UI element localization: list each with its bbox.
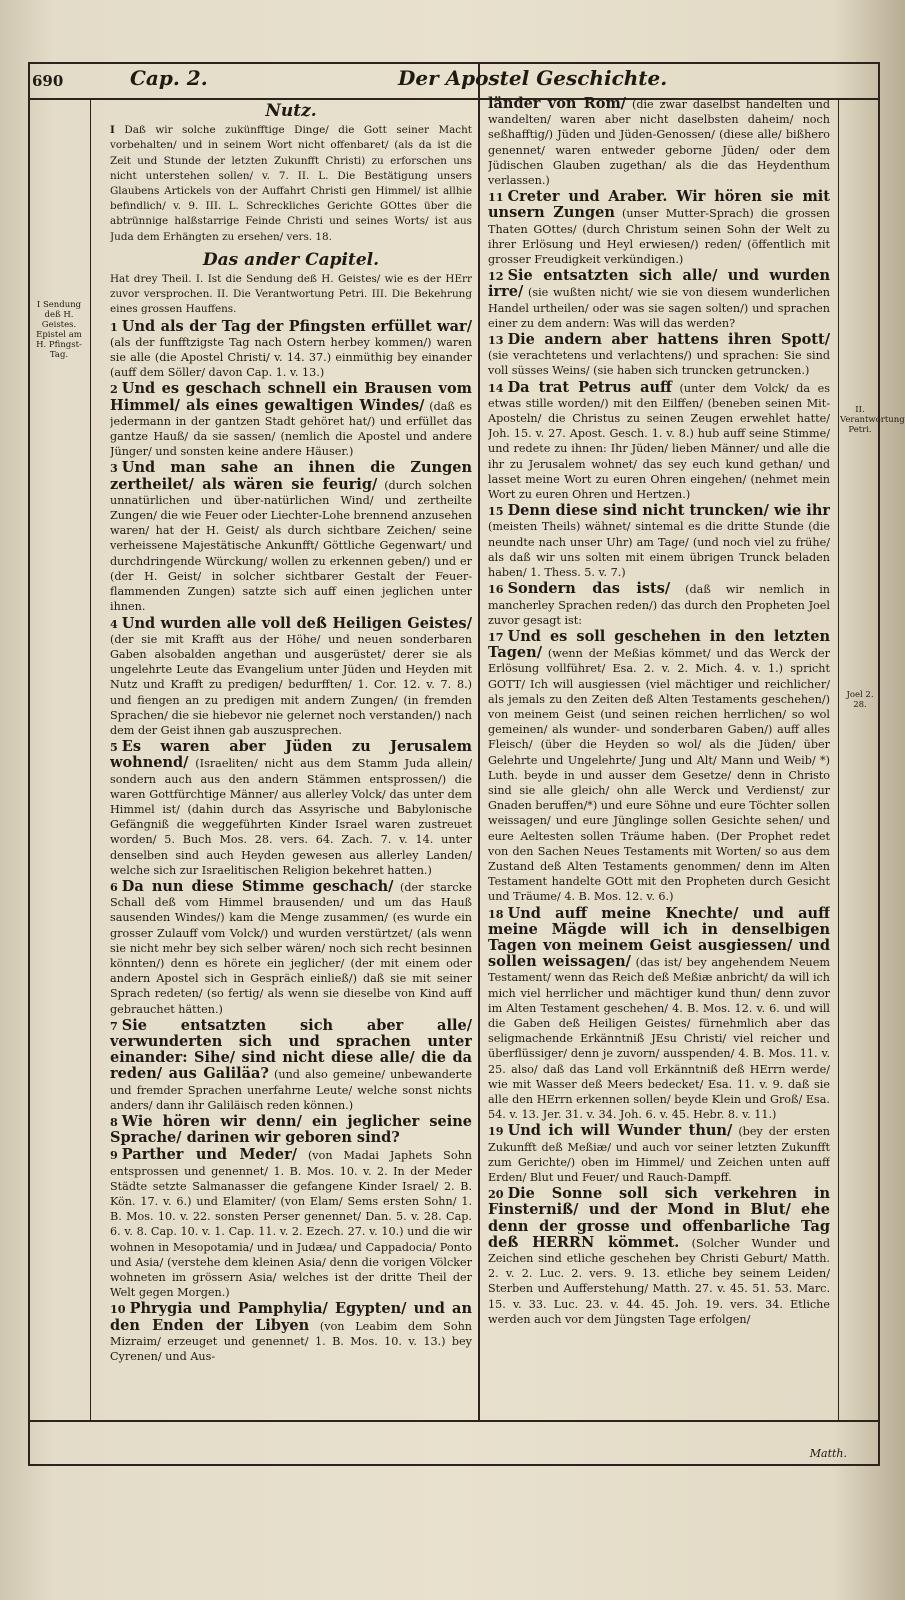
verse-text: Es waren aber Jüden zu Jerusalem wohnend/ <box>110 738 472 772</box>
verse-paragraph <box>110 319 472 381</box>
column-divider <box>478 62 480 1420</box>
verse-number: 11 <box>488 190 504 205</box>
verse-number: 9 <box>110 1148 118 1163</box>
verse-text: Und auff meine Knechte/ und auff meine Mägde will ich in denselbigen Tagen von meinem Geist ausgiessen/ und sollen weissagen/ <box>488 904 830 971</box>
chapter-heading: Das ander Capitel. <box>202 249 380 270</box>
verse-gloss: (unter dem Volck/ da es etwas stille worden/) mit den Eilffen/ (beneben seinen Mit-Aposteln/ die Christus zu seinen Zeugen erwehlet hatte/ Joh. 15. v. 27. Apost. Gesch. 1. v. 8.) hub auff seine Stimme/ und redete zu ihnen: Ihr Jüden/ lieben Männer/ und alle die ihr zu Jerusalem wohnet/ das sey euch kund gethan/ und lasset meine Wort zu euren Ohren eingehen/ (nehmet mein Wort zu euren Ohren und Hertzen.) <box>488 381 830 502</box>
nutz-body: Daß wir solche zukünfftige Dinge/ die Gott seiner Macht vorbehalten/ und in seinem Wort nicht offenbaret/ (als da ist die Zeit und Stunde der letzten Zukunfft Christi) zu erforschen uns nicht unterstehen sollen/ v. 7. II. L. Die Bestätigung unsers Glaubens Artickels von der Auffahrt Christi gen Himmel/ ist allhie befindlich/ v. 9. III. L. Schreckliches Gerichte GOttes über die abtrünnige halßstarrige Feinde Christi und seines Worts/ ist aus Juda dem Erhängten zu ersehen/ vers. 18. <box>110 124 472 243</box>
verse-paragraph <box>110 1114 472 1146</box>
verse-text: Sondern das ists/ <box>507 580 671 598</box>
verse-number: 19 <box>488 1124 504 1139</box>
page-number: 690 <box>32 72 64 90</box>
verse-text: Denn diese sind nicht truncken/ wie ihr <box>507 502 830 520</box>
verse-paragraph <box>488 906 830 1123</box>
verse-text: Da nun diese Stimme geschach/ <box>121 877 394 895</box>
verse-paragraph <box>110 616 472 739</box>
verse-paragraph <box>488 629 830 905</box>
margin-note-sendung: I Sendung deß H. Geistes. Epistel am H. Pfingst-Tag. <box>36 300 82 360</box>
verse-text: Die andern aber hattens ihren Spott/ <box>507 331 830 349</box>
left-margin-rule <box>90 98 91 1420</box>
verse-number: 5 <box>110 740 118 755</box>
verse-gloss: (daß wir nemlich in mancherley Sprachen reden/) das durch den Propheten Joel zuvor gesagt ist: <box>488 583 830 627</box>
nutz-heading: Nutz. <box>265 102 317 121</box>
verse-text: Und es geschach schnell ein Brausen vom Himmel/ als eines gewaltigen Windes/ <box>110 380 472 414</box>
verse-number: 3 <box>110 461 118 476</box>
verse-gloss: (das ist/ bey angehendem Neuem Testament/ wenn das Reich deß Meßiæ anbricht/ da will ich mich viel herrlicher und mächtiger kund thun/ denn zuvor im Alten Testament geschehen/ 4. B. Mos. 12. v. 6. und will die Gaben deß Heiligen Geistes/ fürnehmlich aber das seligmachende Erkänntniß JEsu Christi/ viel reicher und überflüssiger/ denn je zuvorn/ ausspenden/ 4. B. Mos. 11. v. 25. also/ daß das Land voll Erkänntniß deß HErrn werde/ wie mit Wasser deß Meers bedecket/ Esa. 11. v. 9. daß sie alle den HErrn erkennen sollen/ beyde Klein und Groß/ Esa. 54. v. 13. Jer. 31. v. 34. Joh. 6. v. 45. Hebr. 8. v. 11.) <box>488 956 830 1122</box>
verse-paragraph <box>488 268 830 331</box>
verse-text: länder von Rom/ <box>488 96 627 112</box>
verse-number: 10 <box>110 1302 126 1317</box>
verse-text: Und wurden alle voll deß Heiligen Geistes/ <box>121 614 472 632</box>
verse-paragraph <box>488 1123 830 1185</box>
verse-paragraph <box>488 1186 830 1327</box>
verse-paragraph <box>488 332 830 379</box>
verse-text: Parther und Meder/ <box>121 1146 298 1164</box>
verse-paragraph <box>110 1147 472 1300</box>
margin-note-verantwortung: II. Verantwortung Petri. <box>840 405 905 435</box>
verse-paragraph <box>488 503 830 580</box>
verse-gloss: (die zwar daselbst handelten und wandelten/ waren aber nicht daselbsten daheim/ noch seßhafftig/) Jüden und Jüden-Genossen/ (diese alle/ bißhero genennet/ waren entweder geborne Jüden/ oder dem Jüdischen Glauben zugethan/ als die das Heydenthum verlassen.) <box>488 98 830 188</box>
verse-number: 4 <box>110 616 118 631</box>
right-column <box>488 96 830 1448</box>
verse-text: Und man sahe an ihnen die Zungen zertheilet/ als wären sie feurig/ <box>110 459 472 493</box>
verse-number: 15 <box>488 504 504 519</box>
verse-text: Und es soll geschehen in den letzten Tagen/ <box>488 627 830 662</box>
verse-paragraph <box>110 1301 472 1364</box>
left-verse-list <box>110 319 472 1365</box>
verse-paragraph <box>110 1018 472 1113</box>
verse-text: Wie hören wir denn/ ein jeglicher seine Sprache/ darinen wir geboren sind? <box>110 1113 472 1147</box>
verse-text: Und ich will Wunder thun/ <box>507 1122 733 1140</box>
verse-paragraph <box>110 879 472 1017</box>
verse-gloss: (unser Mutter-Sprach) die grossen Thaten GOttes/ (durch Christum seinen Sohn der Welt zu ihrer Erlösung und Heyl erwiesen/) reden/ (öffentlich mit grosser Freudigkeit verkündigen.) <box>488 207 830 267</box>
verse-number: 17 <box>488 629 504 644</box>
verse-number: 2 <box>110 382 118 397</box>
running-title: Der Apostel Geschichte. <box>398 66 668 90</box>
verse-paragraph <box>488 96 830 188</box>
verse-gloss: (als der funfftzigste Tag nach Ostern herbey kommen/) waren sie alle (die Apostel Christi/ v. 14. 37.) einmüthig bey einander (auff dem Söller/ davon Cap. 1. v. 13.) <box>110 335 472 380</box>
verse-paragraph <box>110 739 472 878</box>
verse-gloss: (der sie mit Krafft aus der Höhe/ und neuen sonderbaren Gaben alsobalden angethan und ausgerüstet/ derer sie als ungelehrte Leute das Evangelium unter Jüden und Heyden mit Nutz und Krafft zu predigen/ bedurfften/ 1. Cor. 12. v. 7. 8.) und fiengen an zu predigen mit andern Zungen/ (in fremden Sprachen/ die sie hiebevor nie gelernet noch verstanden/) nach dem der Geist ihnen gab auszusprechen. <box>110 632 472 737</box>
right-verse-list <box>488 96 830 1327</box>
verse-paragraph <box>110 460 472 614</box>
verse-gloss: (wenn der Meßias kömmet/ und das Werck der Erlösung vollführet/ Esa. 2. v. 2. Mich. 4. v. 1.) spricht GOTT/ Ich will ausgiessen (viel mächtiger und reichlicher/ als jemals zu den Zeiten deß Alten Testaments geschehen/) von meinem Geist (und seinen reichen herrlichen/ so wol gemeinen/ als wunder- und sonderbaren Gaben/) auff alles Fleisch/ (über die Heyden so wol/ als die Jüden/ über Gelehrte und Ungelehrte/ Jung und Alt/ Mann und Weib/ *) Luth. beyde in und ausser dem Gesetze/ denn in Christo sind sie alle gleich/ ohn alle Werck und Verdienst/ zur Gnaden beruffen/*) und eure Söhne und eure Töchter sollen weissagen/ und eure Jünglinge sollen Gesichte sehen/ und eure Aeltesten sollen Träume haben. (Der Prophet redet von den Sachen Neues Testaments mit Worten/ so aus dem Zustand deß Alten Testaments genommen/ denn im Alten Testament handelte GOtt mit den Propheten durch Gesicht und Träume/ 4. B. Mos. 12. v. 6.) <box>488 647 830 904</box>
verse-gloss: (Solcher Wunder und Zeichen sind etliche geschehen bey Christi Geburt/ Matth. 2. v. 2. Luc. 2. vers. 9. 13. etliche bey seinem Leiden/ Sterben und Aufferstehung/ Matth. 27. v. 45. 51. 53. Marc. 15. v. 33. Luc. 23. v. 44. 45. Joh. 19. vers. 34. Etliche werden auch vor dem Jüngsten Tage erfolgen/ <box>488 1236 830 1326</box>
verse-gloss: (bey der ersten Zukunfft deß Meßiæ/ und auch vor seiner letzten Zukunfft zum Gerichte/) oben im Himmel/ und Zeichen unten auff Erden/ Blut und Feuer/ und Rauch-Dampff. <box>488 1125 830 1185</box>
verse-gloss: (der starcke Schall deß vom Himmel brausenden/ und um das Hauß sausenden Windes/) kam die Menge zusammen/ (es wurde ein grosser Zulauff vom Volck/) und wurden verstürtzet/ (als wenn sie nicht mehr bey sich selber wären/ noch sich recht besinnen könnten/) denn es hörete ein jeglicher/ (der mit einem oder andern Apostel sich in Gespräch einließ/) daß sie mit seiner Sprach redeten/ (so fertig/ als wenn sie dieselbe von Kind auff gebrauchet hätten.) <box>110 880 472 1016</box>
chapter-label: Cap. 2. <box>130 66 208 90</box>
margin-note-joel: Joel 2. 28. <box>846 690 874 710</box>
verse-number: 7 <box>110 1018 118 1033</box>
catchword: Matth. <box>809 1447 847 1460</box>
verse-number: 18 <box>488 906 504 921</box>
nutz-text <box>110 123 472 245</box>
verse-gloss: (und also gemeine/ unbewanderte und fremder Sprachen unerfahrne Leute/ welche sonst nichts anders/ dann ihr Galiläisch reden können.) <box>110 1068 472 1112</box>
verse-text: Und als der Tag der Pfingsten erfüllet war/ <box>121 317 472 335</box>
verse-gloss: (von Leabim dem Sohn Mizraim/ erzeuget und genennet/ 1. B. Mos. 10. v. 13.) bey Cyrenen/ und Aus- <box>110 1319 472 1364</box>
left-column <box>110 102 472 1417</box>
verse-gloss: (Israeliten/ nicht aus dem Stamm Juda allein/ sondern auch aus den andern Stämmen entsprossen/) die waren Gottfürchtige Männer/ aus allerley Volck/ das unter dem Himmel ist/ (dahin durch das Assyrische und Babylonische Gefängniß die weggeführten Kinder Israel waren zustreuet worden/ 5. Buch Mos. 28. vers. 64. Zach. 7. v. 14. unter denselben sind auch Heyden gewesen aus allerley Landen/ welche sich zur Israelitischen Religion bekehret hatten.) <box>110 757 472 877</box>
verse-text: Sie entsatzten sich alle/ und wurden irre/ <box>488 267 830 301</box>
verse-text: Da trat Petrus auff <box>507 378 672 396</box>
verse-number: 1 <box>110 319 118 334</box>
verse-paragraph <box>110 381 472 459</box>
verse-gloss: (sie verachtetens und verlachtens/) und sprachen: Sie sind voll süsses Weins/ (sie haben sich truncken getruncken.) <box>488 349 830 378</box>
verse-number: 6 <box>110 879 118 894</box>
verse-gloss: (sie wußten nicht/ wie sie von diesem wunderlichen Handel urtheilen/ oder was sie sagen solten/) und sprachen einer zu dem andern: Was will das werden? <box>488 286 830 330</box>
verse-number: 16 <box>488 582 504 597</box>
verse-number: 20 <box>488 1187 504 1202</box>
verse-gloss: (meisten Theils) wähnet/ sintemal es die dritte Stunde (die neundte nach unser Uhr) am Tage/ (und noch viel zu frühe/ als daß wir uns solten mit einem übrigen Trunck beladen haben/ 1. Thess. 5. v. 7.) <box>488 520 830 580</box>
nutz-verse-number: I <box>110 124 115 137</box>
verse-number: 13 <box>488 333 504 348</box>
verse-gloss: (daß es jedermann in der gantzen Stadt gehöret hat/) und erfüllet das gantze Hauß/ da sie sassen/ (nemlich die Apostel und andere Jünger/ und sonsten keine andere Häuser.) <box>110 399 472 459</box>
verse-paragraph <box>488 189 830 267</box>
verse-number: 14 <box>488 380 504 395</box>
verse-gloss: (durch solchen unnatürlichen und über-natürlichen Wind/ und zertheilte Zungen/ die wie Feuer oder Liechter-Lohe brennend anzusehen waren/ hat der H. Geist/ als durch sichtbare Zeichen/ seine verheissene Majestätische Ankunfft/ Göttliche Gegenwart/ und durchdringende Würckung/ wollen zu erkennen geben/) und er (der H. Geist/ in solcher sichtbarer Gestalt der Feuer-flammenden Zungen) satzte sich auff einen jeglichen unter ihnen. <box>110 478 472 614</box>
verse-gloss: (von Madai Japhets Sohn entsprossen und genennet/ 1. B. Mos. 10. v. 2. In der Meder Städte setzte Salmanasser die gefangene Kinder Israel/ 2. B. Kön. 17. v. 6.) und Elamiter/ (von Elam/ Sems ersten Sohn/ 1. B. Mos. 10. v. 22. sonsten Perser genennet/ Dan. 5. v. 28. Cap. 6. v. 8. Cap. 10. v. 1. Cap. 11. v. 2. Ezech. 27. v. 10.) und die wir wohnen in Mesopotamia/ und in Judæa/ und Cappadocia/ Ponto und Asia/ (verstehe dem kleinen Asia/ denn die vorigen Völcker wohneten im grössern Asia/ welches ist der dritte Theil der Welt gegen Morgen.) <box>110 1149 472 1300</box>
verse-text: Die Sonne soll sich verkehren in Finsterniß/ und der Mond in Blut/ ehe denn der grosse und offenbarliche Tag deß HERRN kömmet. <box>488 1185 830 1251</box>
verse-paragraph <box>488 581 830 628</box>
verse-text: Phrygia und Pamphylia/ Egypten/ und an den Enden der Libyen <box>110 1300 472 1334</box>
verse-text: Sie entsatzten sich aber alle/ verwunderten sich und sprachen unter einander: Sihe/ sind nicht diese alle/ die da reden/ aus Galiläa? <box>110 1016 472 1083</box>
chapter-summary: Hat drey Theil. I. Ist die Sendung deß H. Geistes/ wie es der HErr zuvor versprochen. II. Die Verantwortung Petri. III. Die Bekehrung eines grossen Hauffens. <box>110 273 472 316</box>
right-margin-rule <box>838 98 839 1420</box>
verse-number: 8 <box>110 1115 118 1129</box>
verse-number: 12 <box>488 269 504 284</box>
verse-paragraph <box>488 380 830 503</box>
verse-text: Creter und Araber. Wir hören sie mit unsern Zungen <box>488 188 830 222</box>
